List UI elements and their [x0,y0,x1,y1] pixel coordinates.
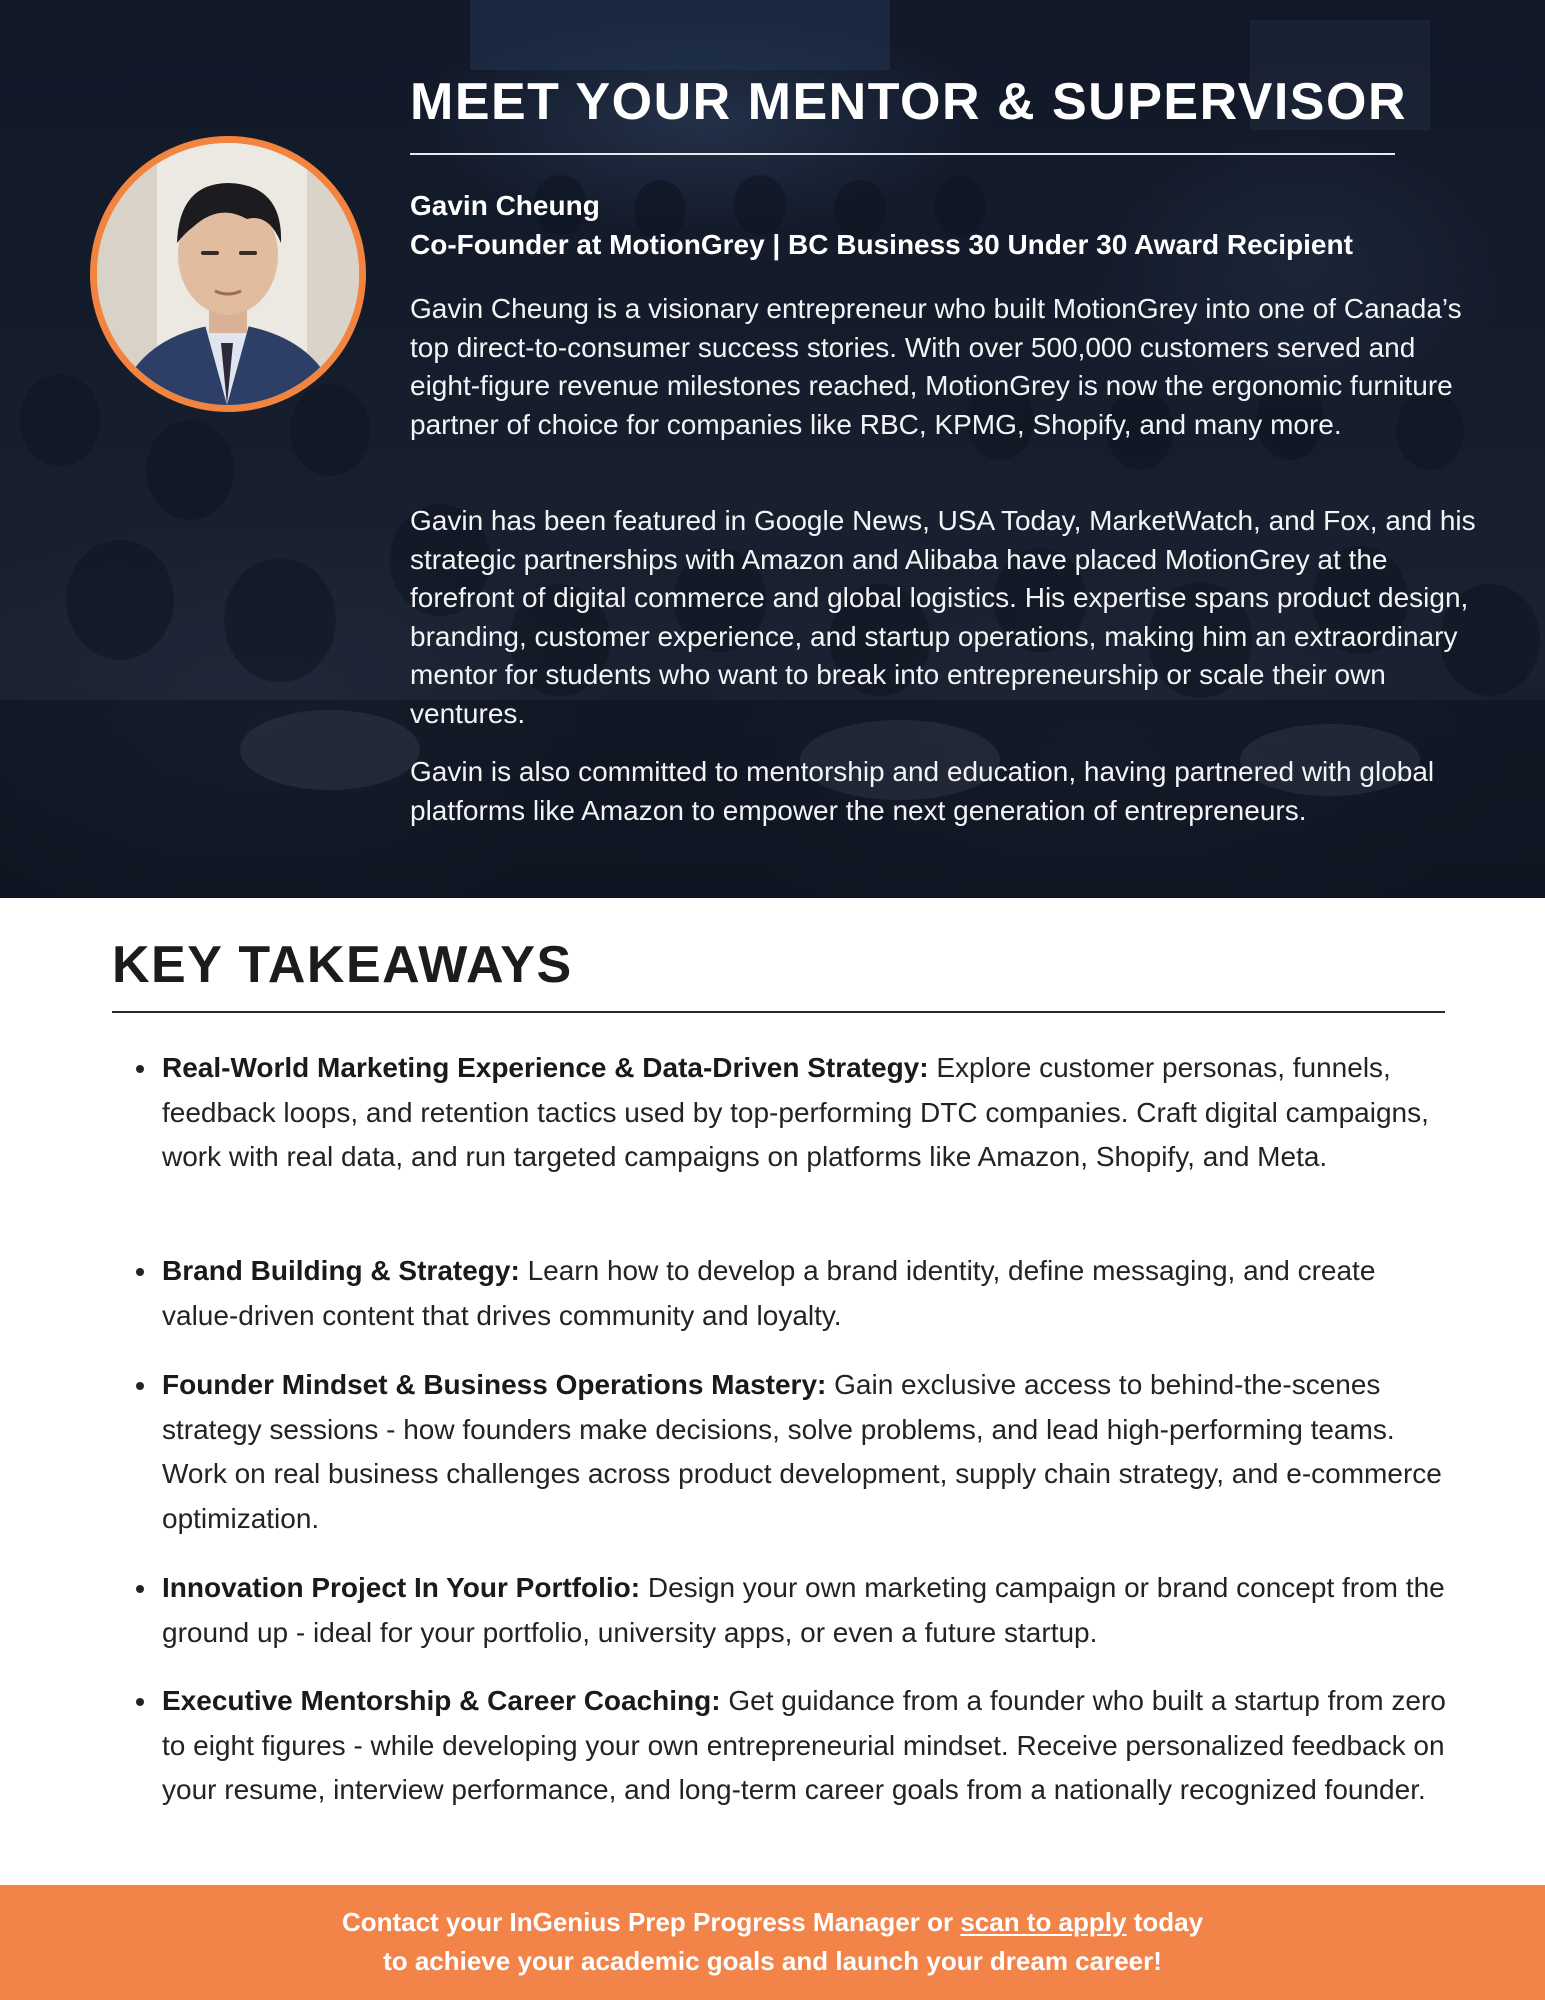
footer-line-1 [0,1907,1545,1938]
mentor-heading: MEET YOUR MENTOR & SUPERVISOR [410,73,1407,131]
scan-to-apply-link[interactable]: scan to apply [960,1907,1127,1937]
takeaway-title: Founder Mindset & Business Operations Mastery: [162,1369,827,1400]
takeaway-text: Design your own marketing campaign or brand concept from the ground up - ideal for your portfolio, university apps, or even a future startup. [162,1572,1445,1648]
mentor-role: Co-Founder at MotionGrey | BC Business 30 Under 30 Award Recipient [410,229,1353,260]
takeaway-text: Explore customer personas, funnels, feedback loops, and retention tactics used by top-performing DTC companies. Craft digital campaigns, work with real data, and run targeted campaigns on platforms like Amazon, Shopify, and Meta. [162,1052,1429,1172]
takeaway-title: Brand Building & Strategy: [162,1255,520,1286]
mentor-portrait [90,136,366,412]
takeaways-divider [112,1011,1445,1013]
mentor-bio-paragraph: Gavin is also committed to mentorship and education, having partnered with global platforms like Amazon to empower the next generation of entrepreneurs. [410,756,1435,826]
mentor-bio-paragraph: Gavin has been featured in Google News, USA Today, MarketWatch, and Fox, and his strategic partnerships with Amazon and Alibaba have placed MotionGrey at the forefront of digital commerce and global logistics. His expertise spans product design, branding, customer experience, and startup operations, making him an extraordinary mentor for students who want to break into entrepreneurship or scale their own ventures. [410,505,1476,729]
heading-divider [410,153,1395,155]
takeaway-item [162,1249,1452,1338]
takeaway-item [162,1679,1452,1813]
cta-footer-banner [0,1885,1545,2000]
takeaway-item [162,1566,1452,1655]
takeaway-title: Executive Mentorship & Career Coaching: [162,1685,721,1716]
footer-line-2: to achieve your academic goals and launch your dream career! [383,1946,1162,1976]
takeaway-item [162,1046,1452,1180]
mentor-photo [97,143,359,405]
footer-text: Contact your InGenius Prep Progress Manager or [341,1907,961,1937]
mentor-bio-paragraph: Gavin Cheung is a visionary entrepreneur who built MotionGrey into one of Canada’s top direct-to-consumer success stories. With over 500,000 customers served and eight-figure revenue milestones reached, MotionGrey is now the ergonomic furniture partner of choice for companies like RBC, KPMG, Shopify, and many more. [410,293,1462,440]
footer-text: today [1126,1907,1204,1937]
takeaway-text: Gain exclusive access to behind-the-scenes strategy sessions - how founders make decisions, solve problems, and lead high-performing teams. Work on real business challenges across product development, supply chain strategy, and e-commerce optimization. [162,1369,1442,1534]
takeaways-heading: KEY TAKEAWAYS [112,936,573,994]
takeaway-item [162,1363,1452,1541]
mentor-name: Gavin Cheung [410,190,600,221]
takeaway-text: Get guidance from a founder who built a startup from zero to eight figures - while developing your own entrepreneurial mindset. Receive personalized feedback on your resume, interview performance, and long-term career goals from a nationally recognized founder. [162,1685,1446,1805]
takeaway-text: Learn how to develop a brand identity, define messaging, and create value-driven content that drives community and loyalty. [162,1255,1376,1331]
takeaway-title: Real-World Marketing Experience & Data-Driven Strategy: [162,1052,929,1083]
takeaway-title: Innovation Project In Your Portfolio: [162,1572,641,1603]
mentor-hero-section [0,0,1545,898]
